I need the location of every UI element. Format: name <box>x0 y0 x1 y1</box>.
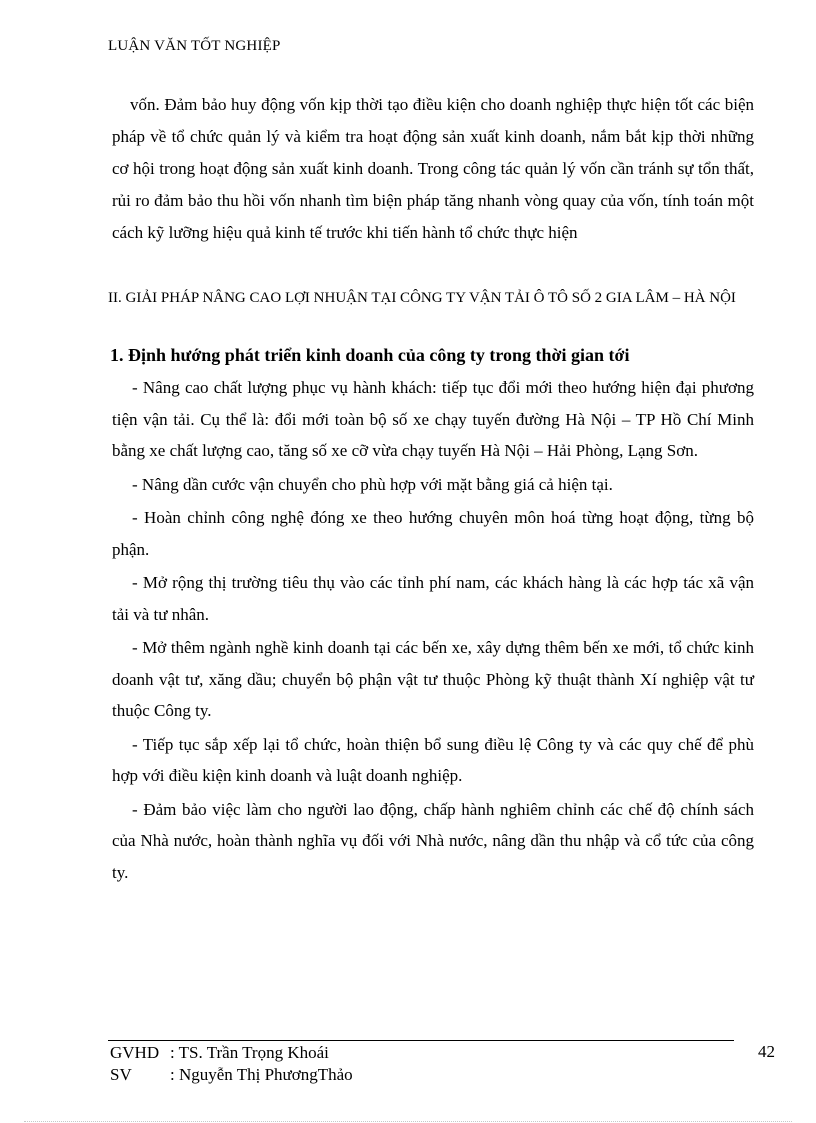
footer-advisor <box>110 1043 329 1063</box>
bullet-item: - Tiếp tục sắp xếp lại tổ chức, hoàn thiện bổ sung điều lệ Công ty và các quy chế để phù hợp với điều kiện kinh doanh và luật doanh nghiệp. <box>112 734 754 785</box>
bullet-item: - Mở thêm ngành nghề kinh doanh tại các bến xe, xây dựng thêm bến xe mới, tổ chức kinh doanh vật tư, xăng dầu; chuyển bộ phận vật tư thuộc Phòng kỹ thuật thành Xí nghiệp vật tư thuộc Công ty. <box>112 638 754 720</box>
bullet-list <box>112 372 754 888</box>
footer-student-label: SV <box>110 1065 132 1084</box>
bullet-item: - Hoàn chỉnh công nghệ đóng xe theo hướng chuyên môn hoá từng hoạt động, từng bộ phận. <box>112 508 754 559</box>
subsection-heading: 1. Định hướng phát triển kinh doanh của công ty trong thời gian tới <box>110 345 630 365</box>
footer-advisor-label: GVHD <box>110 1043 160 1062</box>
footer-divider <box>108 1040 734 1041</box>
intro-paragraph-text: vốn. Đảm bảo huy động vốn kịp thời tạo điều kiện cho doanh nghiệp thực hiện tốt các biện pháp về tổ chức quản lý và kiểm tra hoạt động sản xuất kinh doanh, nắm bắt kịp thời những cơ hội trong hoạt động sản xuất kinh doanh. Trong công tác quản lý vốn cần tránh sự tổn thất, rủi ro đảm bảo thu hồi vốn nhanh tìm biện pháp tăng nhanh vòng quay của vốn, tính toán một cách kỹ lưỡng hiệu quả kinh tế trước khi tiến hành tổ chức thực hiện <box>112 95 754 242</box>
page-number: 42 <box>758 1042 775 1061</box>
footer-student <box>110 1065 353 1085</box>
document-header-title: LUẬN VĂN TỐT NGHIỆP <box>108 38 281 54</box>
footer-student-value: : Nguyễn Thị PhươngThảo <box>170 1065 353 1084</box>
footer-advisor-value: : TS. Trần Trọng Khoái <box>170 1043 329 1062</box>
section-heading: II. GIẢI PHÁP NÂNG CAO LỢI NHUẬN TẠI CÔNG TY VẬN TẢI Ô TÔ SỐ 2 GIA LÂM – HÀ NỘI <box>108 290 736 306</box>
intro-paragraph <box>112 89 754 249</box>
bullet-item: - Nâng cao chất lượng phục vụ hành khách: tiếp tục đổi mới theo hướng hiện đại phương tiện vận tải. Cụ thể là: đổi mới toàn bộ số xe chạy tuyến đường Hà Nội – TP Hồ Chí Minh bằng xe chất lượng cao, tăng số xe cỡ vừa chạy tuyến Hà Nội – Hải Phòng, Lạng Sơn. <box>112 378 754 460</box>
page-bottom-border <box>24 1121 792 1122</box>
bullet-item: - Mở rộng thị trường tiêu thụ vào các tỉnh phí nam, các khách hàng là các hợp tác xã vận tải và tư nhân. <box>112 573 754 624</box>
bullet-item: - Đảm bảo việc làm cho người lao động, chấp hành nghiêm chỉnh các chế độ chính sách của Nhà nước, hoàn thành nghĩa vụ đối với Nhà nước, nâng dần thu nhập và cổ tức của công ty. <box>112 799 754 882</box>
bullet-item: - Nâng dần cước vận chuyển cho phù hợp với mặt bằng giá cả hiện tại. <box>132 474 613 494</box>
